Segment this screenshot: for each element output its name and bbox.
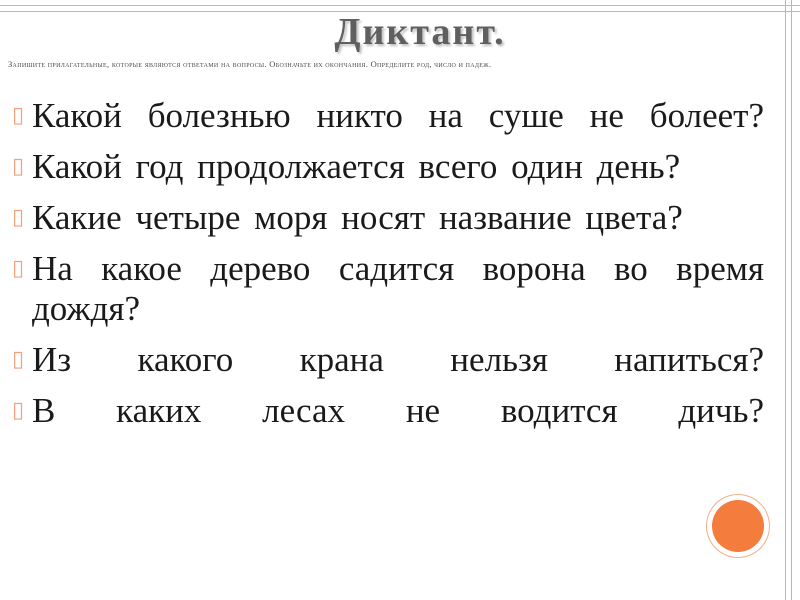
question-text: Какой год продолжается всего один день? [32, 147, 681, 186]
question-list [12, 96, 764, 442]
question-text: Из какого крана нельзя напиться? [32, 340, 764, 379]
bullet-icon: ▯ [12, 398, 25, 423]
bullet-icon: ▯ [12, 256, 25, 281]
list-item [12, 249, 764, 329]
list-item [12, 340, 764, 380]
bullet-icon: ▯ [12, 205, 25, 230]
question-text: На какое дерево садится ворона во время дождя? [32, 249, 764, 328]
orange-circle [712, 500, 764, 552]
bullet-icon: ▯ [12, 347, 25, 372]
slide-title: Диктант. [334, 11, 506, 53]
bullet-icon: ▯ [12, 103, 25, 128]
list-item [12, 96, 764, 136]
frame-line [785, 0, 786, 600]
list-item [12, 147, 764, 187]
question-text: В каких лесах не водится дичь? [32, 391, 764, 430]
frame-line [791, 0, 792, 600]
question-text: Какие четыре моря носят название цвета? [32, 198, 683, 237]
instruction-text: Запишите прилагательные, которые являются ответами на вопросы. Обозначьте их окончания. Определите род, число и падеж. [8, 59, 492, 69]
question-text: Какой болезнью никто на суше не болеет? [32, 96, 764, 135]
list-item [12, 198, 764, 238]
bullet-icon: ▯ [12, 154, 25, 179]
frame-line [0, 5, 800, 6]
list-item [12, 391, 764, 431]
